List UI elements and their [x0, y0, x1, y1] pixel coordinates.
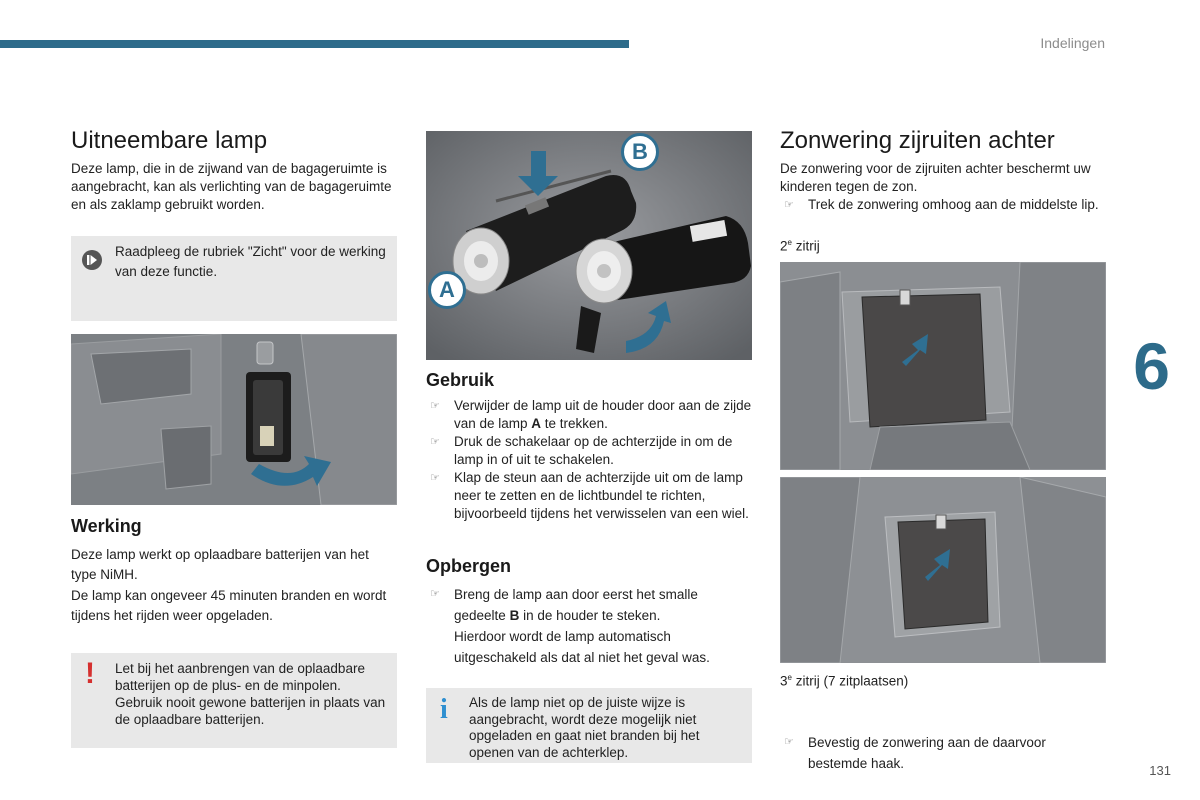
- second-row-sunblind-illustration: [780, 262, 1106, 470]
- lamp-title: Uitneembare lamp: [71, 127, 268, 154]
- gebruik-heading: Gebruik: [426, 370, 495, 390]
- label-b-marker: B: [621, 133, 659, 171]
- opbergen-item: ☞ Breng de lamp aan door eerst het smalle gedeelte B in de houder te steken.: [426, 584, 752, 626]
- opbergen-text: [426, 584, 752, 668]
- werking-heading: Werking: [71, 516, 142, 536]
- bullet-icon: ☞: [430, 472, 440, 484]
- sunblind-intro: De zonwering voor de zijruiten achter beschermt uw kinderen tegen de zon.: [780, 161, 1091, 194]
- reference-note-text: Raadpleeg de rubriek "Zicht" voor de werking van deze functie.: [115, 244, 386, 279]
- info-note-text: Als de lamp niet op de juiste wijze is aangebracht, wordt deze mogelijk niet opgeladen en gaat niet branden bij het openen van de achterklep.: [469, 695, 700, 760]
- chapter-number: 6: [1133, 329, 1170, 403]
- gebruik-item-3: ☞ Klap de steun aan de achterzijde uit om de lamp neer te zetten en de lichtbundel te richten, bijvoorbeeld tijdens het verwisselen van een wiel.: [430, 470, 749, 521]
- header-bar: [0, 40, 629, 48]
- warning-note-text: [115, 660, 391, 728]
- bullet-icon: ☞: [430, 436, 440, 448]
- sunblind-bullet-1: ☞ Trek de zonwering omhoog aan de middelste lip.: [784, 197, 1099, 212]
- bullet-icon: ☞: [784, 199, 794, 211]
- bullet-icon: ☞: [430, 588, 440, 600]
- info-note: [426, 688, 752, 763]
- werking-paragraph-2: De lamp kan ongeveer 45 minuten branden en wordt tijdens het rijden weer opgeladen.: [71, 588, 387, 623]
- exclamation-icon: !: [85, 657, 95, 690]
- gebruik-item-2: ☞ Druk de schakelaar op de achterzijde in om de lamp in of uit te schakelen.: [430, 434, 733, 467]
- caption-row-3: 3e zitrij (7 zitplaatsen): [780, 673, 909, 689]
- section-label: Indelingen: [1040, 35, 1105, 51]
- double-arrow-icon: [81, 249, 103, 276]
- gebruik-item-1: ☞ Verwijder de lamp uit de houder door aan de zijde van de lamp A te trekken.: [430, 398, 752, 431]
- werking-paragraph-1: Deze lamp werkt op oplaadbare batterijen van het type NiMH.: [71, 547, 369, 582]
- third-row-sunblind-illustration: [780, 477, 1106, 663]
- page-number: 131: [1149, 763, 1171, 778]
- info-icon: i: [440, 694, 448, 725]
- trunk-lamp-illustration: [71, 334, 397, 505]
- warning-paragraph-2: Gebruik nooit gewone batterijen in plaats van de oplaadbare batterijen.: [115, 695, 386, 727]
- warning-note: [71, 653, 397, 748]
- label-a-marker: A: [428, 271, 466, 309]
- opbergen-paragraph: Hierdoor wordt de lamp automatisch uitgeschakeld als dat al niet het geval was.: [454, 629, 710, 665]
- lamp-illustration: [426, 131, 752, 360]
- opbergen-heading: Opbergen: [426, 556, 512, 576]
- gebruik-list: [426, 397, 752, 523]
- lamp-intro: Deze lamp, die in de zijwand van de bagageruimte is aangebracht, kan als verlichting van de bagageruimte en als zaklamp gebruikt worden.: [71, 161, 392, 212]
- caption-row-2: 2e zitrij: [780, 238, 820, 254]
- sunblind-title: Zonwering zijruiten achter: [780, 127, 1055, 154]
- sunblind-bullet-2: ☞ Bevestig de zonwering aan de daarvoor bestemde haak.: [780, 732, 1108, 774]
- warning-paragraph-1: Let bij het aanbrengen van de oplaadbare batterijen op de plus- en de minpolen.: [115, 661, 365, 693]
- bullet-icon: ☞: [430, 400, 440, 412]
- bullet-icon: ☞: [784, 736, 794, 748]
- reference-note: [71, 236, 397, 321]
